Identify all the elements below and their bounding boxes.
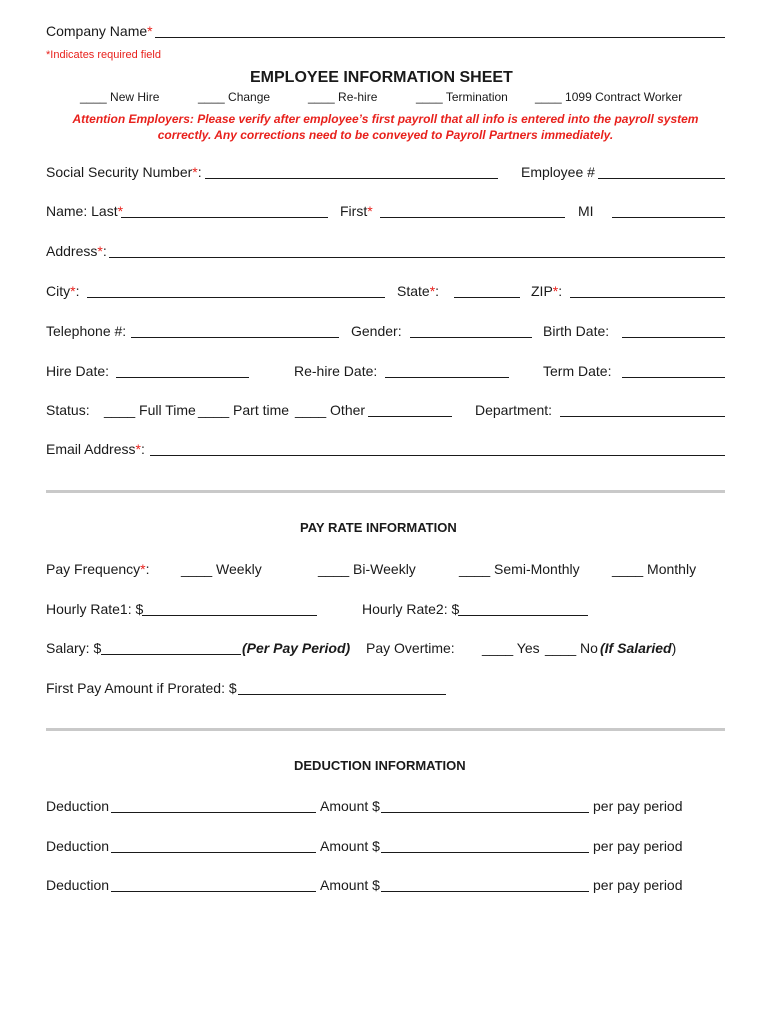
attention-line-1: Attention Employers: Please verify after employee’s first payroll that all info is entered into the payroll system (72, 112, 699, 126)
telephone-field[interactable] (131, 337, 339, 338)
zip-label: ZIP*: (531, 283, 563, 299)
section-divider (46, 728, 725, 731)
deduction-amount-field[interactable] (381, 852, 589, 853)
attention-line-2: correctly. Any corrections need to be conveyed to Payroll Partners immediately. (157, 128, 614, 142)
gender-field[interactable] (410, 337, 532, 338)
city-label: City*: (46, 283, 80, 299)
hourly-rate-1-field[interactable] (142, 615, 317, 616)
birth-date-label: Birth Date: (543, 323, 610, 339)
city-field[interactable] (87, 297, 385, 298)
type-termination[interactable]: ____ Termination (416, 90, 508, 104)
mi-field[interactable] (612, 217, 725, 218)
mi-label: MI (578, 203, 594, 219)
hire-date-field[interactable] (116, 377, 249, 378)
deduction-amount-label: Amount $ (320, 877, 380, 893)
last-name-label: Name: Last* (46, 203, 124, 219)
page-title: EMPLOYEE INFORMATION SHEET (250, 69, 513, 86)
rehire-date-field[interactable] (385, 377, 509, 378)
salary-label: Salary: $ (46, 640, 102, 656)
salary-field[interactable] (101, 654, 241, 655)
hourly-rate-1-label: Hourly Rate1: $ (46, 601, 144, 617)
email-field[interactable] (150, 455, 725, 456)
employee-number-field[interactable] (598, 178, 725, 179)
deduction-label: Deduction (46, 798, 110, 814)
per-pay-period-label: per pay period (593, 838, 683, 854)
overtime-no[interactable]: ____ No (545, 640, 598, 656)
deduction-name-field[interactable] (111, 852, 316, 853)
prorated-amount-label: First Pay Amount if Prorated: $ (46, 680, 237, 696)
ssn-field[interactable] (205, 178, 498, 179)
state-field[interactable] (454, 297, 520, 298)
deduction-amount-label: Amount $ (320, 798, 380, 814)
telephone-label: Telephone #: (46, 323, 127, 339)
frequency-biweekly[interactable]: ____ Bi-Weekly (318, 561, 416, 577)
hire-date-label: Hire Date: (46, 363, 110, 379)
rehire-date-label: Re-hire Date: (294, 363, 378, 379)
deduction-label: Deduction (46, 877, 110, 893)
per-pay-period-label: per pay period (593, 798, 683, 814)
per-pay-period-note: (Per Pay Period) (242, 640, 351, 656)
status-other-field[interactable] (368, 416, 452, 417)
frequency-weekly[interactable]: ____ Weekly (181, 561, 262, 577)
type-new-hire[interactable]: ____ New Hire (80, 90, 160, 104)
department-label: Department: (475, 402, 553, 418)
zip-field[interactable] (570, 297, 725, 298)
pay-rate-section-title: PAY RATE INFORMATION (300, 520, 457, 535)
hourly-rate-2-label: Hourly Rate2: $ (362, 601, 460, 617)
deduction-section-title: DEDUCTION INFORMATION (294, 758, 466, 773)
pay-overtime-label: Pay Overtime: (366, 640, 455, 656)
last-name-field[interactable] (121, 217, 328, 218)
email-label: Email Address*: (46, 441, 145, 457)
deduction-label: Deduction (46, 838, 110, 854)
pay-frequency-label: Pay Frequency*: (46, 561, 150, 577)
frequency-monthly[interactable]: ____ Monthly (612, 561, 697, 577)
required-field-note: *Indicates required field (46, 49, 161, 61)
deduction-name-field[interactable] (111, 812, 316, 813)
term-date-field[interactable] (622, 377, 725, 378)
address-label: Address*: (46, 243, 107, 259)
per-pay-period-label: per pay period (593, 877, 683, 893)
ssn-label: Social Security Number*: (46, 164, 202, 180)
first-name-field[interactable] (380, 217, 565, 218)
first-name-label: First* (340, 203, 373, 219)
company-name-label: Company Name* (46, 23, 153, 39)
deduction-amount-field[interactable] (381, 891, 589, 892)
deduction-name-field[interactable] (111, 891, 316, 892)
department-field[interactable] (560, 416, 725, 417)
state-label: State*: (397, 283, 440, 299)
hourly-rate-2-field[interactable] (458, 615, 588, 616)
deduction-amount-label: Amount $ (320, 838, 380, 854)
status-full-time[interactable]: ____ Full Time (104, 402, 196, 418)
status-label: Status: (46, 402, 90, 418)
section-divider (46, 490, 725, 493)
term-date-label: Term Date: (543, 363, 612, 379)
deduction-amount-field[interactable] (381, 812, 589, 813)
company-name-field[interactable] (155, 37, 725, 38)
status-part-time[interactable]: ____ Part time (198, 402, 290, 418)
gender-label: Gender: (351, 323, 402, 339)
overtime-yes[interactable]: ____ Yes (482, 640, 540, 656)
type-rehire[interactable]: ____ Re-hire (308, 90, 378, 104)
employee-number-label: Employee # (521, 164, 595, 180)
if-salaried-note: (If Salaried) (600, 640, 677, 656)
address-field[interactable] (109, 257, 725, 258)
prorated-amount-field[interactable] (238, 694, 446, 695)
frequency-semimonthly[interactable]: ____ Semi-Monthly (459, 561, 580, 577)
type-change[interactable]: ____ Change (198, 90, 271, 104)
status-other[interactable]: ____ Other (295, 402, 366, 418)
birth-date-field[interactable] (622, 337, 725, 338)
type-1099-contract-worker[interactable]: ____ 1099 Contract Worker (535, 90, 683, 104)
